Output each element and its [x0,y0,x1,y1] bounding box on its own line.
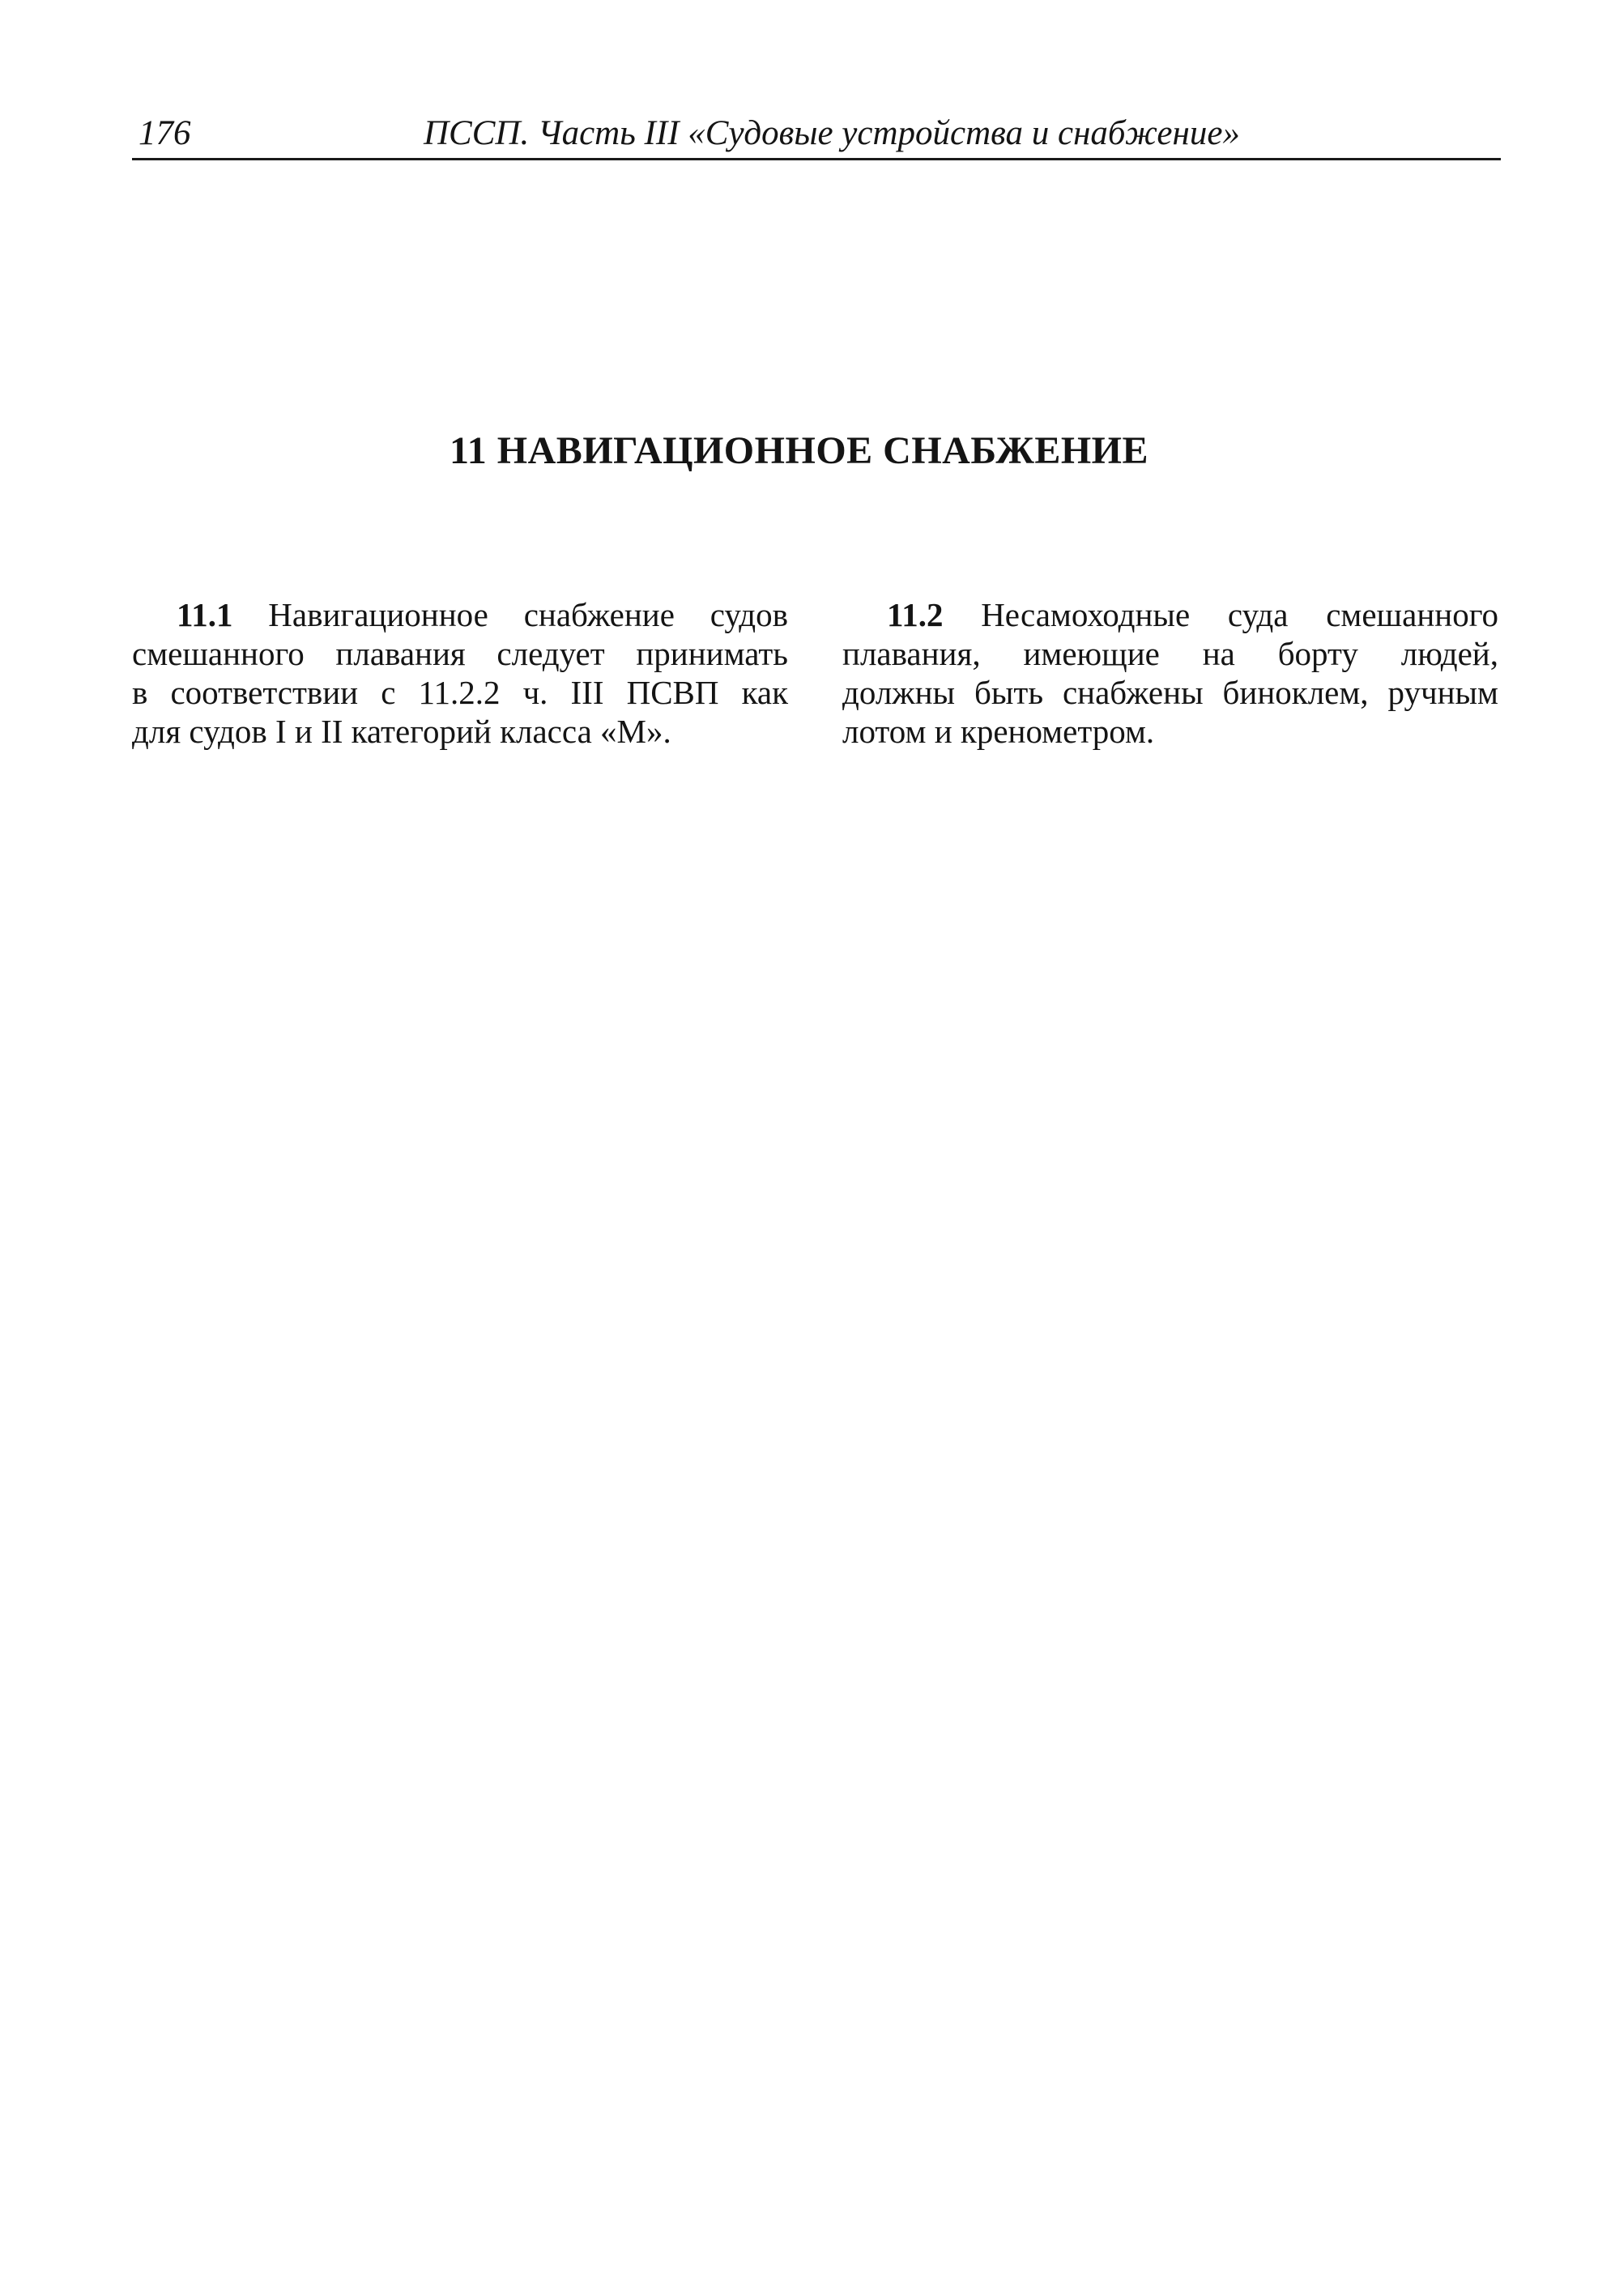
paragraph-word: Несамоходные [981,596,1191,633]
paragraph-line [132,595,788,634]
paragraph-line: плавания, имеющие на борту людей, [842,635,1498,672]
paragraph-number: 11.1 [177,596,233,633]
running-title: ПССП. Часть III «Судовые устройства и снабжение» [424,114,1240,152]
page-number: 176 [138,114,191,152]
paragraph-number: 11.2 [887,596,944,633]
section-heading: 11 НАВИГАЦИОННОЕ СНАБЖЕНИЕ [449,429,1149,472]
paragraph-line: лотом и кренометром. [842,713,1155,750]
paragraph-line: должны быть снабжены биноклем, ручным [842,674,1498,711]
paragraph-word: суда [1227,596,1289,633]
paragraph-line: для судов I и II категорий класса «М». [132,713,671,750]
paragraph-line: смешанного плавания следует принимать [132,635,788,672]
running-header [132,109,1501,160]
paragraph-word: снабжение [523,596,675,633]
paragraph-line: в соответствии с 11.2.2 ч. III ПСВП как [132,674,788,711]
paragraph-11-1 [132,595,788,751]
paragraph-word: Навигационное [268,596,488,633]
paragraph-line [842,595,1498,634]
paragraph-11-2 [842,595,1498,751]
paragraph-word: судов [710,596,789,633]
paragraph-word: смешанного [1326,596,1498,633]
